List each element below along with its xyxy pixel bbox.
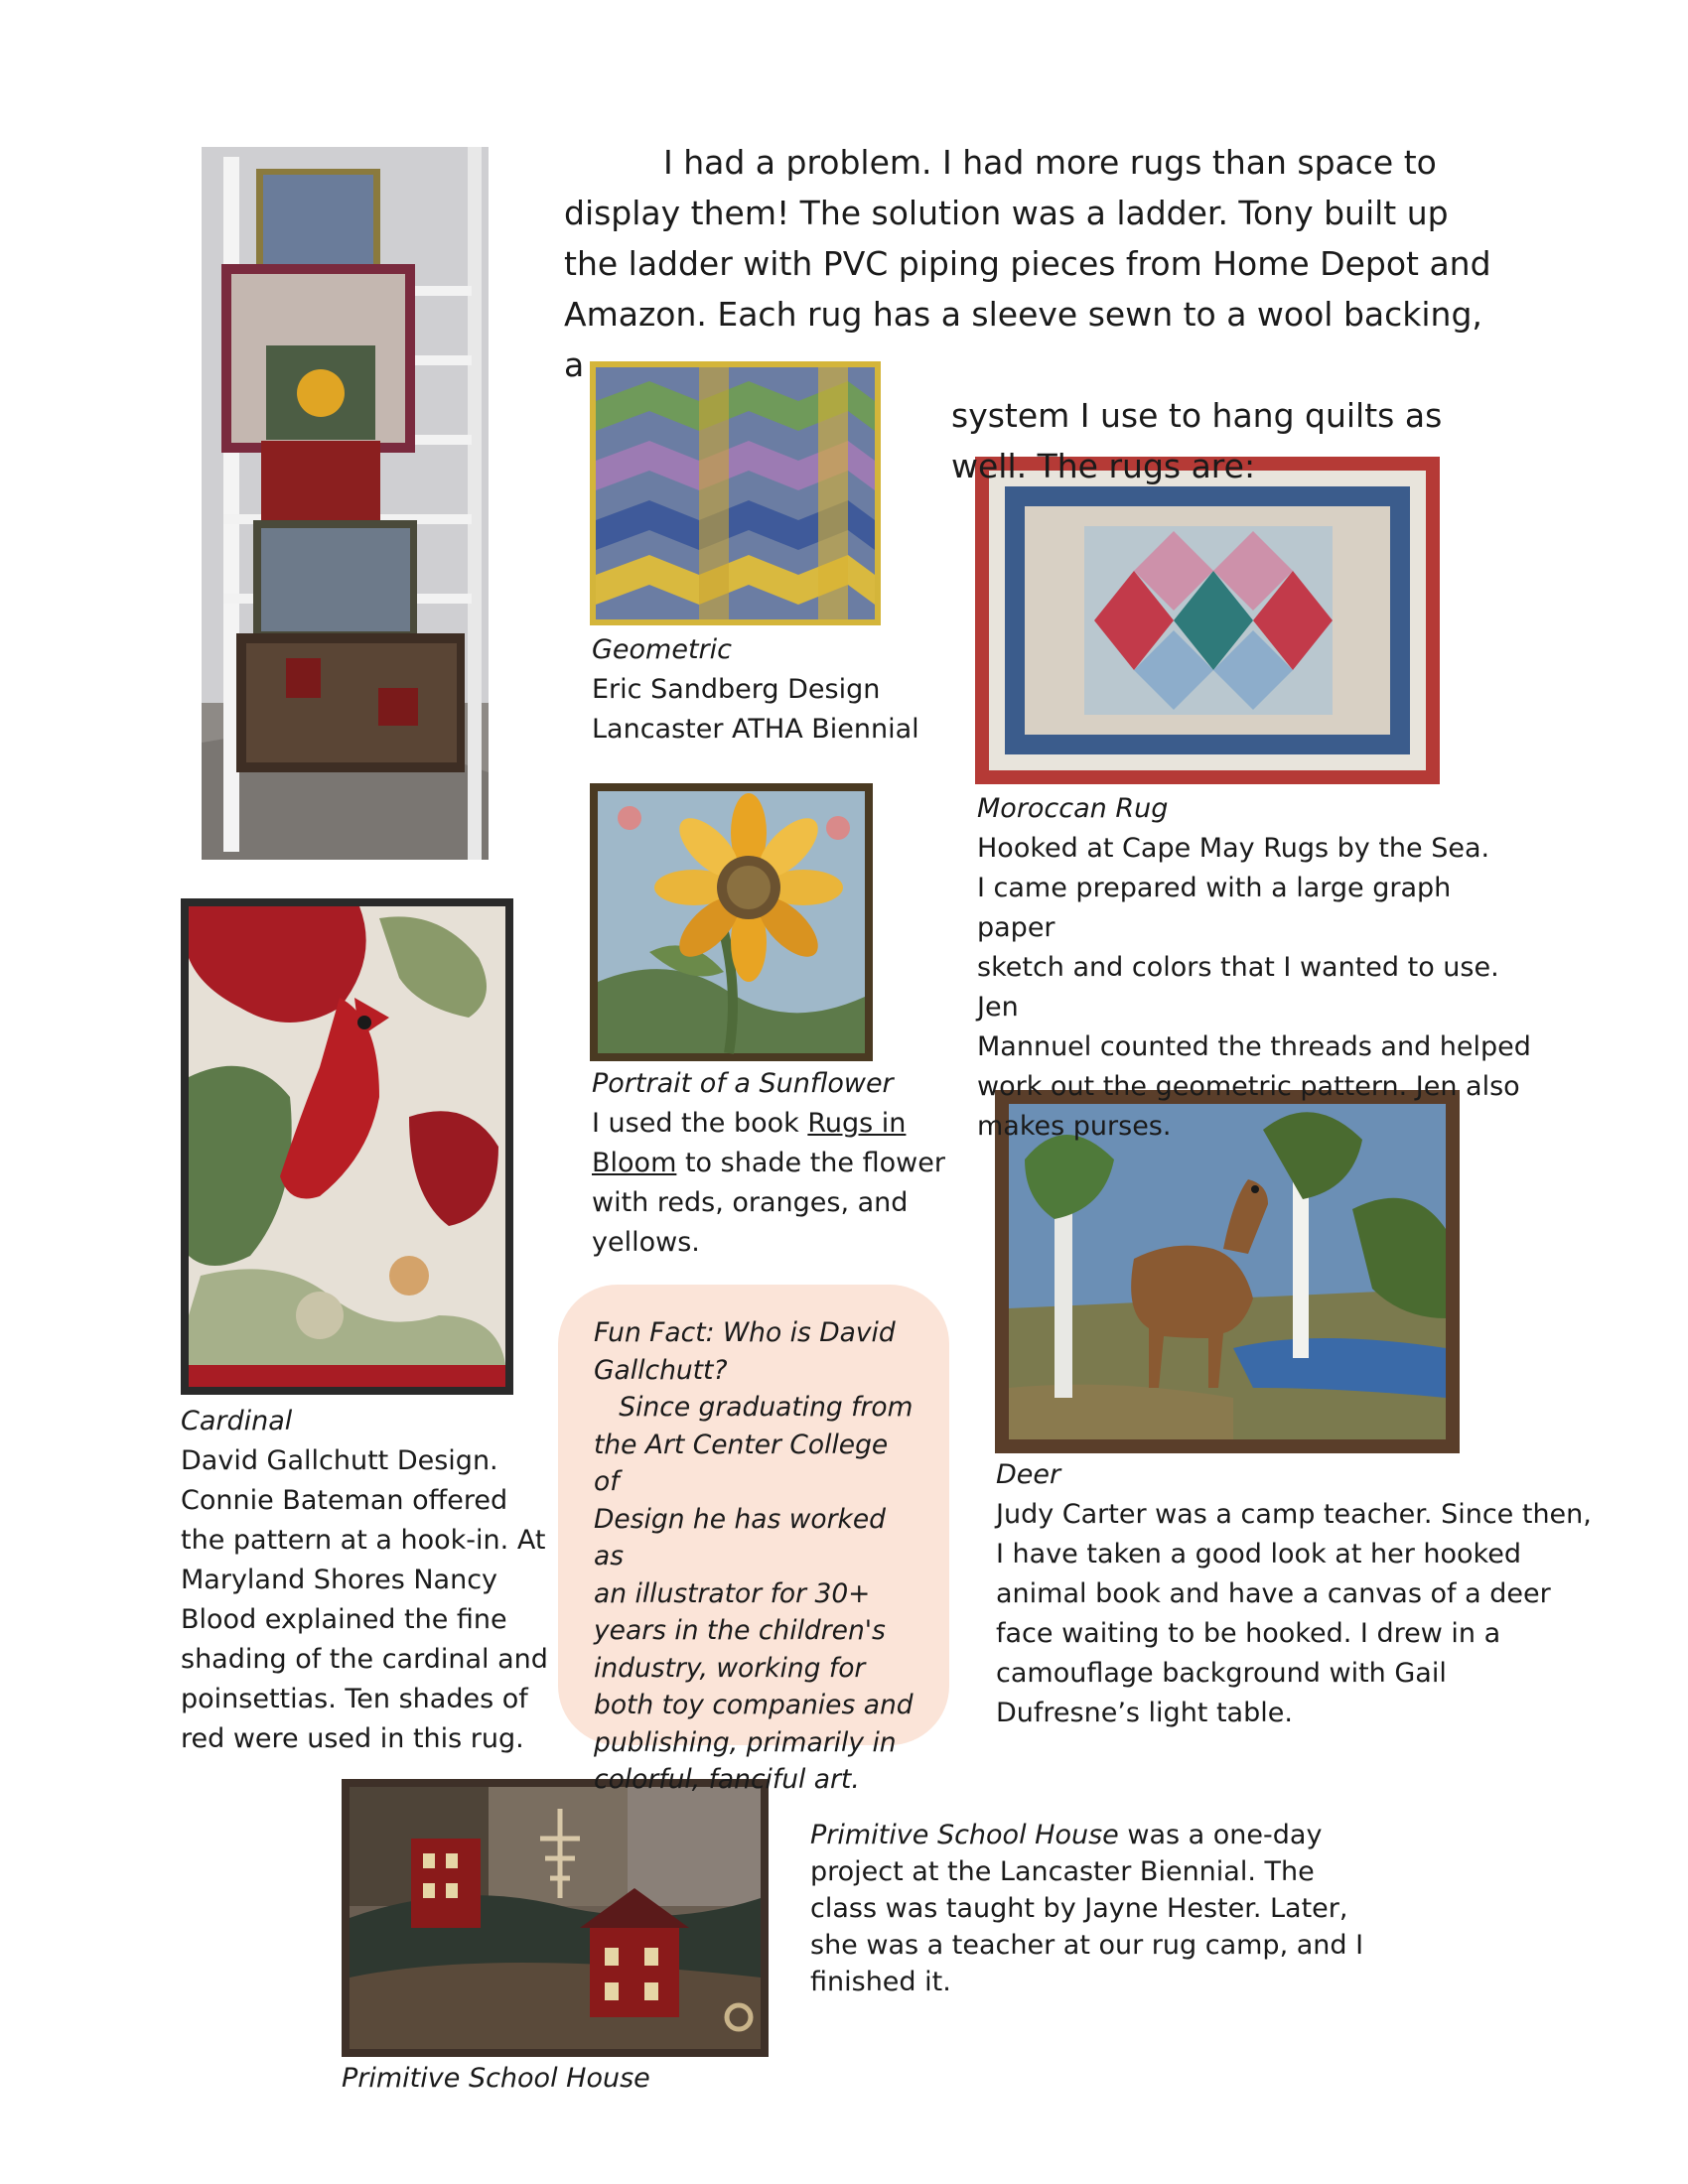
deer-title: Deer [996,1459,1061,1490]
school-line: finished it. [810,1967,951,1997]
fun-fact-line: Gallchutt? [594,1354,728,1386]
moroccan-caption [977,789,1533,1147]
deer-line: animal book and have a canvas of a deer [996,1578,1551,1609]
school-house-image-caption: Primitive School House [342,2063,650,2094]
sunflower-rug-photo [590,783,873,1061]
geometric-title: Geometric [592,634,732,665]
sunflower-line [592,1104,969,1144]
cardinal-rug-photo [181,898,513,1395]
fun-fact-line: publishing, primarily in [594,1726,897,1758]
cardinal-title: Cardinal [181,1406,293,1436]
text-span: I used the book [592,1108,808,1139]
fun-fact-line: industry, working for [594,1652,866,1684]
fun-fact-line: both toy companies and [594,1690,914,1720]
fun-fact-line: Design he has worked as [594,1503,886,1571]
school-line: she was a teacher at our rug camp, and I [810,1930,1364,1961]
sunflower-title: Portrait of a Sunflower [592,1068,894,1099]
cardinal-line: the pattern at a hook-in. At [181,1525,546,1556]
ladder-photo [202,147,489,860]
intro-line: I had a problem. I had more rugs than space to [663,143,1437,182]
moroccan-line: I came prepared with a large graph paper [977,873,1452,943]
text-span: was a one-day [1118,1820,1323,1850]
book-title-bloom: Bloom [592,1148,677,1178]
moroccan-title: Moroccan Rug [977,793,1169,824]
school-line [810,1817,1366,1853]
intro-line: display them! The solution was a ladder. Tony built up [564,194,1449,232]
deer-line: face waiting to be hooked. I drew in a [996,1618,1501,1649]
intro-line: the ladder with PVC piping pieces from Home Depot and [564,244,1491,283]
deer-caption [996,1455,1592,1733]
deer-line: Dufresne’s light table. [996,1698,1293,1728]
book-title-rugs-in: Rugs in [807,1108,907,1139]
fun-fact-line: colorful, fanciful art. [594,1764,860,1795]
sunflower-line [592,1144,969,1183]
deer-line: camouflage background with Gail [996,1658,1447,1689]
cardinal-line: David Gallchutt Design. [181,1445,498,1476]
cardinal-caption [181,1402,558,1759]
text-span: to shade the flower [676,1148,945,1178]
cardinal-line: Maryland Shores Nancy [181,1565,498,1595]
school-title: Primitive School House [810,1820,1119,1850]
sunflower-line: yellows. [592,1227,700,1258]
school-line: class was taught by Jayne Hester. Later, [810,1893,1348,1924]
intro-paragraph [564,137,1497,491]
sunflower-line: with reds, oranges, and [592,1187,909,1218]
geometric-line: Lancaster ATHA Biennial [592,714,919,745]
moroccan-line: work out the geometric pattern. Jen also [977,1071,1520,1102]
school-house-description [810,1817,1366,2000]
intro-line: Amazon. Each rug has a sleeve sewn to a wool backing, a [564,295,1482,384]
deer-line: Judy Carter was a camp teacher. Since then, [996,1499,1592,1530]
deer-line: I have taken a good look at her hooked [996,1539,1521,1570]
cardinal-line: shading of the cardinal and [181,1644,548,1675]
cardinal-line: red were used in this rug. [181,1723,524,1754]
moroccan-rug-photo [975,457,1440,784]
fun-fact-line: years in the children's [594,1615,886,1646]
sunflower-caption [592,1064,969,1263]
moroccan-line: Mannuel counted the threads and helped [977,1031,1531,1062]
cardinal-line: Blood explained the fine [181,1604,507,1635]
moroccan-line: sketch and colors that I wanted to use. Jen [977,952,1499,1023]
intro-line: system I use to hang quilts as [951,396,1443,435]
geometric-line: Eric Sandberg Design [592,674,881,705]
cardinal-line: poinsettias. Ten shades of [181,1684,528,1714]
fun-fact-line: the Art Center College of [594,1429,889,1497]
cardinal-line: Connie Bateman offered [181,1485,508,1516]
geometric-caption [592,630,949,750]
moroccan-line: Hooked at Cape May Rugs by the Sea. [977,833,1490,864]
intro-line: well. The rugs are: [951,447,1256,485]
fun-fact-line: Since graduating from [594,1392,914,1423]
school-house-rug-photo [342,1779,769,2057]
fun-fact-box [558,1285,949,1795]
fun-fact-line: an illustrator for 30+ [594,1577,871,1609]
fun-fact-line: Fun Fact: Who is David [594,1317,896,1348]
moroccan-line: makes purses. [977,1111,1172,1142]
school-line: project at the Lancaster Biennial. The [810,1856,1315,1887]
